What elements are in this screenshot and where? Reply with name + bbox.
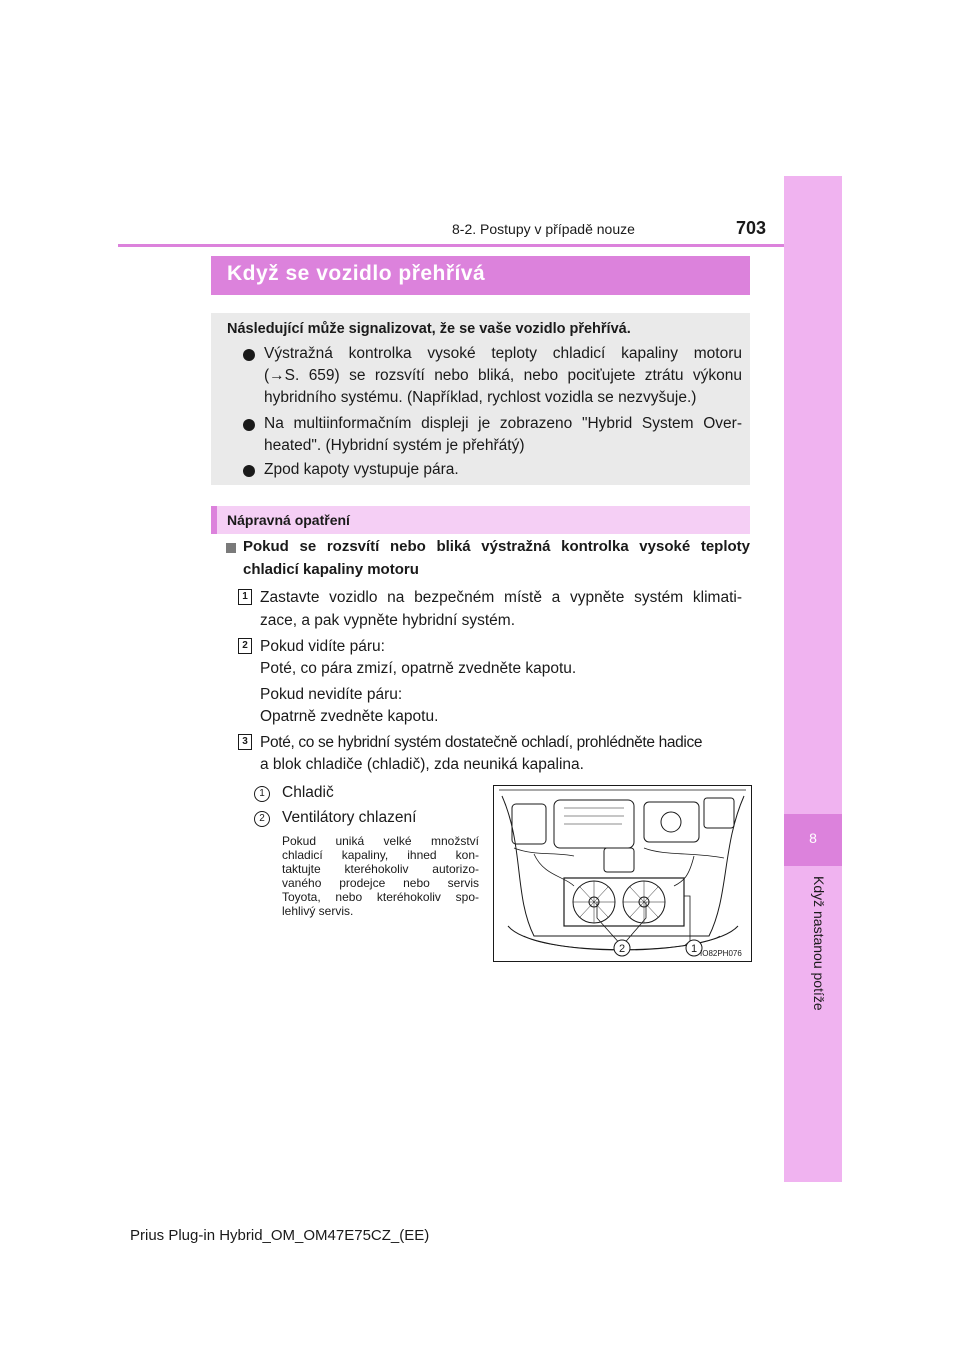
- note-line: lehlivý servis.: [282, 904, 354, 918]
- step-number-box: 2: [238, 638, 252, 654]
- note-line: chladicí kapaliny, ihned kon-: [282, 848, 479, 862]
- page-title: Když se vozidlo přehřívá: [227, 262, 486, 285]
- step-line: Opatrně zvedněte kapotu.: [260, 708, 439, 725]
- callout-label: Ventilátory chlazení: [282, 809, 417, 826]
- subheading-line: chladicí kapaliny motoru: [243, 561, 419, 578]
- chapter-number: 8: [809, 830, 817, 846]
- engine-bay-drawing: [494, 786, 751, 961]
- note-line: Pokud uniká velké množství: [282, 834, 479, 848]
- page-number: 703: [736, 218, 767, 238]
- step-number-box: 3: [238, 734, 252, 750]
- header-section-title: 8-2. Postupy v případě nouze: [452, 221, 635, 237]
- info-bullet-line: hybridního systému. (Například, rychlost vozidla se nezvyšuje.): [264, 389, 697, 406]
- note-line: vaného prodejce nebo servis: [282, 876, 479, 890]
- step-line: Zastavte vozidlo na bezpečném místě a vypněte systém klimati-: [260, 589, 742, 606]
- section-stripe: [211, 506, 217, 534]
- square-marker-icon: [226, 543, 236, 553]
- info-bullet-line: Na multiinformačním displeji je zobrazeno "Hybrid System Over-: [264, 415, 742, 432]
- subheading-line: Pokud se rozsvítí nebo bliká výstražná kontrolka vysoké teploty: [243, 538, 750, 555]
- step-line: Pokud vidíte páru:: [260, 638, 385, 655]
- callout-number: 1: [254, 786, 270, 802]
- bullet-dot-icon: [243, 349, 255, 361]
- footer-document-id: Prius Plug-in Hybrid_OM_OM47E75CZ_(EE): [130, 1227, 430, 1244]
- note-line: taktujte kteréhokoliv autorizo-: [282, 862, 479, 876]
- step-line: Poté, co se hybridní systém dostatečně ochladí, prohlédněte hadice: [260, 734, 703, 751]
- header-rule: [118, 244, 784, 247]
- step-line: a blok chladiče (chladič), zda neuniká kapalina.: [260, 756, 584, 773]
- note-line: Toyota, nebo kteréhokoliv spo-: [282, 890, 479, 904]
- info-bullet-line: (→S. 659) se rozsvítí nebo bliká, nebo pociťujete ztrátu výkonu: [264, 367, 742, 384]
- bullet-dot-icon: [243, 419, 255, 431]
- callout-label: Chladič: [282, 784, 334, 801]
- bullet-dot-icon: [243, 465, 255, 477]
- side-tab-strip: [784, 176, 842, 1182]
- step-line: Pokud nevidíte páru:: [260, 686, 403, 703]
- illustration-code: IO82PH076: [700, 949, 742, 958]
- info-bullet-line: heated". (Hybridní systém je přehřátý): [264, 437, 525, 454]
- engine-bay-illustration: [493, 785, 752, 962]
- info-bullet-line: Výstražná kontrolka vysoké teploty chladicí kapaliny motoru: [264, 345, 742, 362]
- chapter-title-vertical: Když nastanou potíže: [811, 876, 827, 1011]
- info-heading: Následující může signalizovat, že se vaše vozidlo přehřívá.: [227, 321, 631, 337]
- step-number-box: 1: [238, 589, 252, 605]
- info-bullet-line: Zpod kapoty vystupuje pára.: [264, 461, 459, 478]
- illustration-label: 2: [618, 943, 626, 955]
- step-line: zace, a pak vypněte hybridní systém.: [260, 612, 516, 629]
- section-title: Nápravná opatření: [227, 512, 350, 528]
- illustration-label: 1: [690, 943, 698, 955]
- step-line: Poté, co pára zmizí, opatrně zvedněte kapotu.: [260, 660, 577, 677]
- callout-number: 2: [254, 811, 270, 827]
